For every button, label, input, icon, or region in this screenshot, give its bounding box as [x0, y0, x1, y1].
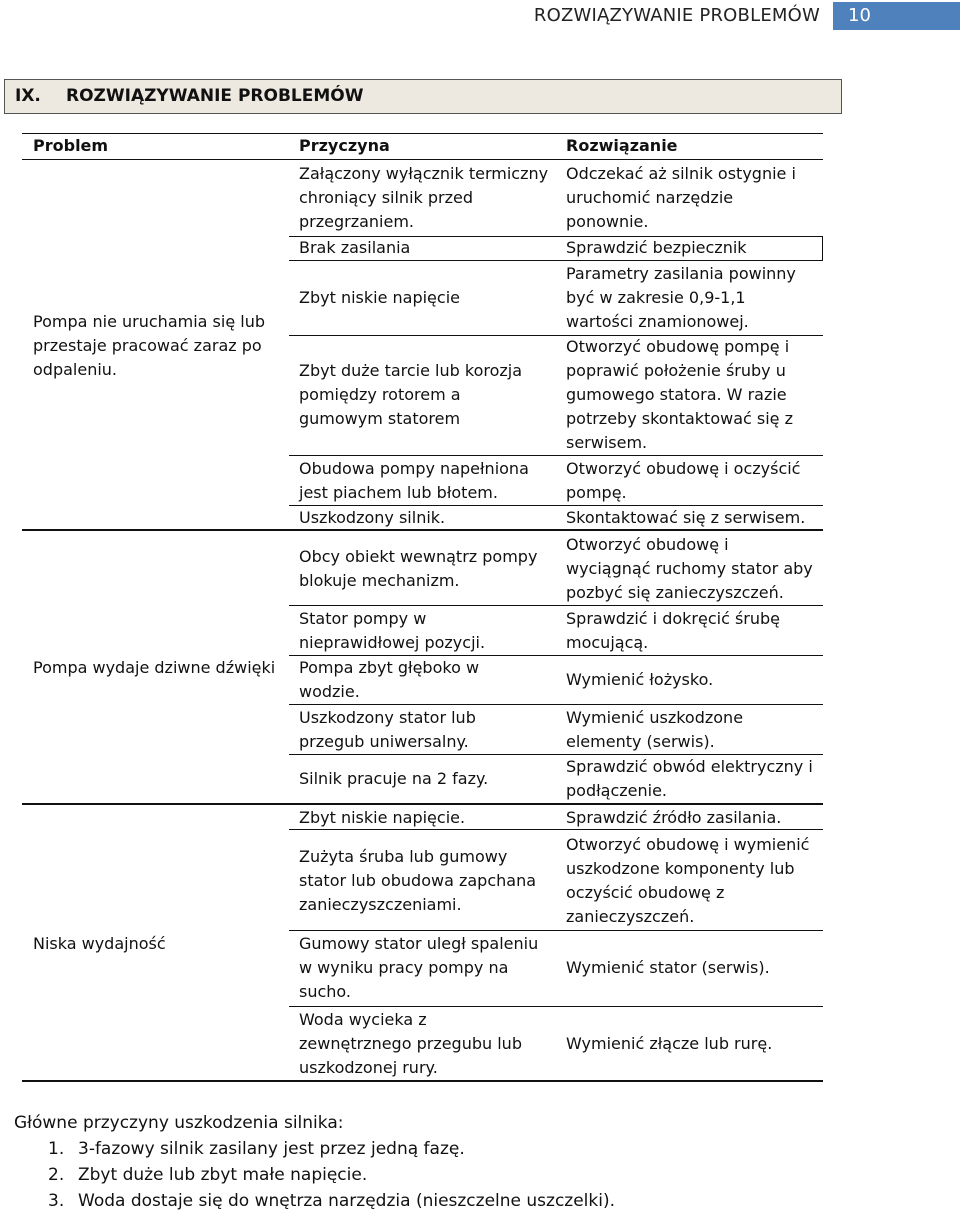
solution-text: Otworzyć obudowę i wymienić	[566, 835, 810, 854]
solution-text: Otworzyć obudowę pompę i	[566, 337, 790, 356]
cause-text: Zbyt duże tarcie lub korozja	[299, 361, 523, 380]
solution-text: Otworzyć obudowę i oczyścić	[566, 459, 801, 478]
cause-text: jest piachem lub błotem.	[299, 483, 498, 502]
cause-text: przegub uniwersalny.	[299, 732, 469, 751]
solution-text: Odczekać aż silnik ostygnie i	[566, 164, 796, 183]
cause-text: Pompa zbyt głęboko w	[299, 658, 480, 677]
problem-text: Pompa nie uruchamia się lub	[33, 312, 265, 331]
column-header-cause: Przyczyna	[299, 136, 390, 155]
cause-text: Gumowy stator uległ spaleniu	[299, 934, 539, 953]
solution-text: uszkodzone komponenty lub	[566, 859, 795, 878]
solution-text: wartości znamionowej.	[566, 312, 749, 331]
cause-text: Brak zasilania	[299, 238, 411, 257]
section-number: IX.	[15, 86, 41, 106]
solution-text: ponownie.	[566, 212, 649, 231]
list-number: 1.	[48, 1139, 65, 1159]
footer-heading: Główne przyczyny uszkodzenia silnika:	[14, 1113, 344, 1133]
list-item	[14, 1162, 615, 1188]
cause-text: gumowym statorem	[299, 409, 461, 428]
cause-text: w wyniku pracy pompy na	[299, 958, 509, 977]
cause-text: Stator pompy w	[299, 609, 427, 628]
solution-text: Sprawdzić obwód elektryczny i	[566, 757, 813, 776]
cause-text: Obudowa pompy napełniona	[299, 459, 529, 478]
causes-list	[14, 1136, 615, 1214]
column-header-problem: Problem	[33, 136, 109, 155]
list-text: Zbyt duże lub zbyt małe napięcie.	[78, 1165, 368, 1185]
solution-text: wyciągnąć ruchomy stator aby	[566, 559, 813, 578]
solution-text: Parametry zasilania powinny	[566, 264, 796, 283]
cause-text: Silnik pracuje na 2 fazy.	[299, 769, 489, 788]
solution-text: serwisem.	[566, 433, 648, 452]
cause-text: Uszkodzony stator lub	[299, 708, 476, 727]
cell-border	[822, 236, 823, 261]
solution-text: być w zakresie 0,9-1,1	[566, 288, 746, 307]
cause-text: sucho.	[299, 982, 352, 1001]
solution-text: Wymienić łożysko.	[566, 670, 714, 689]
row-rule	[289, 930, 823, 931]
list-item	[14, 1136, 615, 1162]
running-header-title: ROZWIĄZYWANIE PROBLEMÓW	[533, 5, 820, 26]
problem-text: Pompa wydaje dziwne dźwięki	[33, 658, 276, 677]
cause-text: Uszkodzony silnik.	[299, 508, 446, 527]
cause-text: stator lub obudowa zapchana	[299, 871, 537, 890]
solution-text: Sprawdzić i dokręcić śrubę	[566, 609, 781, 628]
cause-text: Obcy obiekt wewnątrz pompy	[299, 547, 538, 566]
solution-text: Wymienić złącze lub rurę.	[566, 1034, 773, 1053]
solution-text: pozbyć się zanieczyszczeń.	[566, 583, 784, 602]
problem-text: odpaleniu.	[33, 360, 118, 379]
list-text: 3-fazowy silnik zasilany jest przez jedną fazę.	[78, 1139, 465, 1159]
motor-failure-causes	[14, 1110, 615, 1214]
solution-text: potrzeby skontaktować się z	[566, 409, 793, 428]
solution-text: mocującą.	[566, 633, 649, 652]
row-rule	[289, 1006, 823, 1007]
header-rule	[22, 159, 823, 160]
cause-text: przegrzaniem.	[299, 212, 415, 231]
solution-text: uruchomić narzędzie	[566, 188, 734, 207]
row-rule	[289, 455, 823, 456]
cause-text: wodzie.	[299, 682, 360, 701]
solution-text: Otworzyć obudowę i	[566, 535, 729, 554]
list-text: Woda dostaje się do wnętrza narzędzia (nieszczelne uszczelki).	[78, 1191, 616, 1211]
cause-text: chroniący silnik przed	[299, 188, 473, 207]
solution-text: Sprawdzić bezpiecznik	[566, 238, 747, 257]
cause-text: zewnętrznego przegubu lub	[299, 1034, 522, 1053]
solution-text: Wymienić stator (serwis).	[566, 958, 770, 977]
cause-text: Załączony wyłącznik termiczny	[299, 164, 549, 183]
solution-text: Wymienić uszkodzone	[566, 708, 744, 727]
cause-text: pomiędzy rotorem a	[299, 385, 461, 404]
solution-text: pompę.	[566, 483, 627, 502]
solution-text: gumowego statora. W razie	[566, 385, 787, 404]
table-top-rule	[22, 133, 823, 134]
cause-text: Woda wycieka z	[299, 1010, 427, 1029]
row-rule	[289, 704, 823, 705]
cause-text: nieprawidłowej pozycji.	[299, 633, 486, 652]
problem-text: Niska wydajność	[33, 934, 166, 953]
list-number: 2.	[48, 1165, 65, 1185]
page-number-badge: 10	[833, 2, 960, 30]
solution-text: Sprawdzić źródło zasilania.	[566, 808, 782, 827]
solution-text: zanieczyszczeń.	[566, 907, 695, 926]
cause-text: Zbyt niskie napięcie.	[299, 808, 466, 827]
section-title: ROZWIĄZYWANIE PROBLEMÓW	[66, 86, 364, 106]
problem-text: przestaje pracować zaraz po	[33, 336, 262, 355]
list-item	[14, 1188, 615, 1214]
solution-text: Skontaktować się z serwisem.	[566, 508, 806, 527]
cause-text: blokuje mechanizm.	[299, 571, 460, 590]
cause-text: Zużyta śruba lub gumowy	[299, 847, 508, 866]
cause-text: Zbyt niskie napięcie	[299, 288, 460, 307]
solution-text: poprawić położenie śruby u	[566, 361, 786, 380]
cause-text: uszkodzonej rury.	[299, 1058, 438, 1077]
cause-text: zanieczyszczeniami.	[299, 895, 462, 914]
solution-text: oczyścić obudowę z	[566, 883, 725, 902]
column-header-solution: Rozwiązanie	[566, 136, 678, 155]
solution-text: elementy (serwis).	[566, 732, 715, 751]
group-rule	[22, 803, 823, 805]
solution-text: podłączenie.	[566, 781, 668, 800]
list-number: 3.	[48, 1191, 65, 1211]
